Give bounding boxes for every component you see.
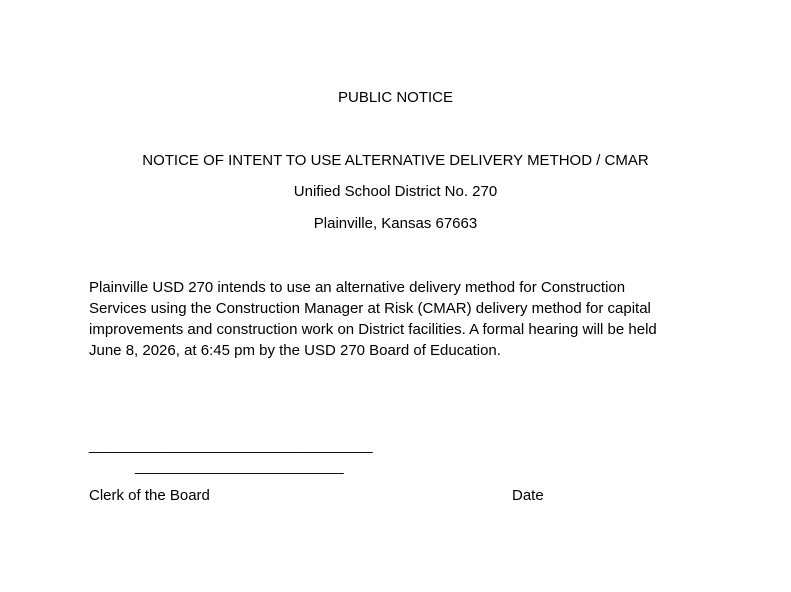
district-name: Unified School District No. 270 [293,183,498,200]
notice-body-line: Plainville USD 270 intends to use an alternative delivery method for Construction [89,279,626,296]
date-label: Date [512,487,544,504]
clerk-signature-line: __________________________________ [89,437,373,454]
notice-heading: PUBLIC NOTICE [337,89,454,106]
clerk-of-the-board-label: Clerk of the Board [89,487,210,504]
notice-body-line: improvements and construction work on District facilities. A formal hearing will be held [89,321,657,338]
notice-title: NOTICE OF INTENT TO USE ALTERNATIVE DELIVERY METHOD / CMAR [142,152,649,169]
notice-body-line: June 8, 2026, at 6:45 pm by the USD 270 Board of Education. [89,342,501,359]
notice-body [89,277,709,361]
date-signature-line: _________________________ [135,458,344,475]
district-location: Plainville, Kansas 67663 [313,215,478,232]
notice-body-line: Services using the Construction Manager at Risk (CMAR) delivery method for capital [89,300,651,317]
